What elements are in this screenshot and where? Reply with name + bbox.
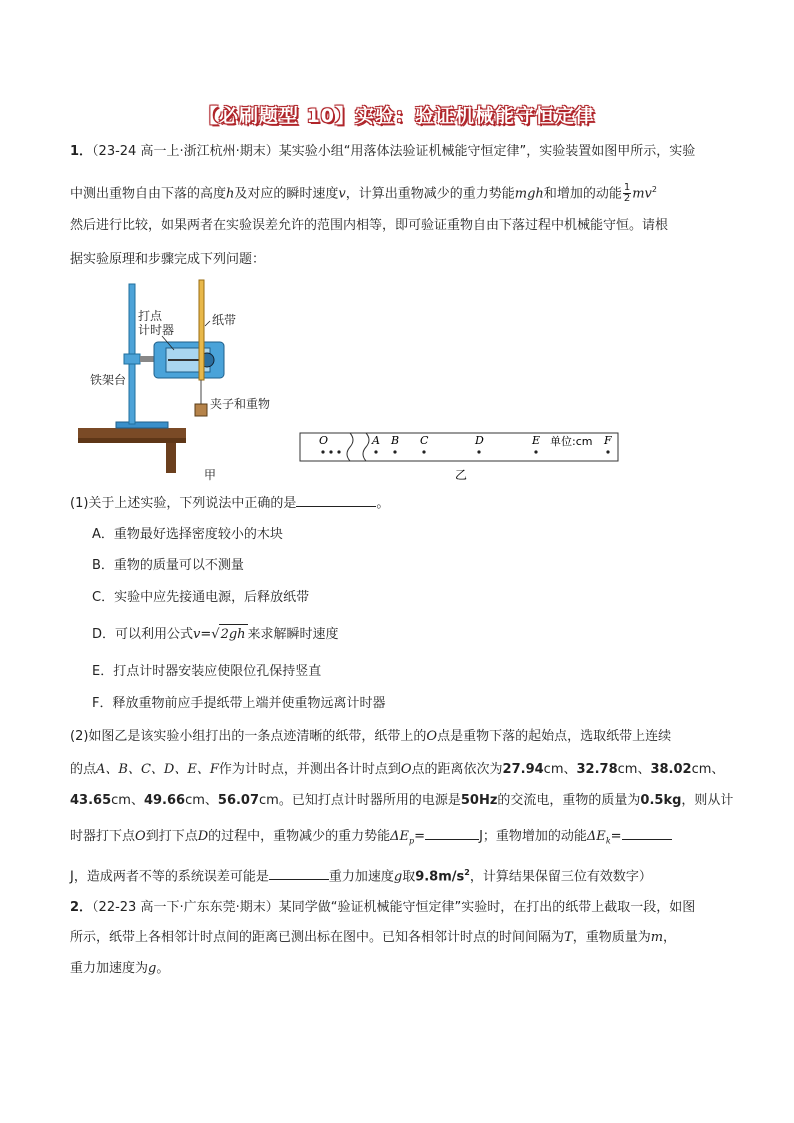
sub2-text: 取 — [402, 869, 416, 885]
table-leg — [166, 443, 176, 473]
dist-B: 32.78 — [576, 762, 618, 777]
label-fig-b: 乙 — [455, 468, 468, 482]
q2-line-2 — [70, 928, 730, 948]
sub1-suffix: 。 — [376, 496, 390, 511]
pt-A: A — [372, 434, 380, 447]
label-weight: 夹子和重物 — [210, 397, 271, 411]
clamp-arm — [140, 356, 154, 362]
q2-source: （22-23 高一下·广东东莞·期末） — [92, 900, 279, 915]
label-timer-1: 打点 — [138, 309, 163, 323]
sub2-text: J；重物增加的动能 — [479, 829, 587, 844]
q1-text: 和增加的动能 — [543, 186, 622, 202]
var-h: h — [226, 186, 235, 202]
pt-C: C — [420, 434, 429, 447]
option-C: C．实验中应先接通电源，后释放纸带 — [92, 590, 310, 605]
label-fig-a: 甲 — [204, 468, 217, 482]
dot-B — [393, 450, 396, 453]
dot-A — [374, 450, 377, 453]
sub2-text: 点是重物下落的起始点，选取纸带上连续 — [437, 729, 672, 744]
tape-figure — [300, 433, 618, 482]
option-D — [92, 624, 339, 645]
q1-line1-text: 某实验小组“用落体法验证机械能守恒定律”，实验装置如图甲所示，实验 — [278, 144, 696, 159]
delta-Ek: ΔE — [586, 829, 606, 844]
equals: = — [200, 627, 212, 642]
subscript-k: k — [605, 836, 611, 846]
dot-C — [422, 450, 425, 453]
sub2-text: 点的距离依次为 — [411, 762, 503, 777]
q1-text: 及对应的瞬时速度 — [234, 186, 339, 202]
superscript-2: 2 — [651, 185, 657, 194]
option-A: A．重物最好选择密度较小的木块 — [92, 527, 283, 542]
option-D-text: 来求解瞬时速度 — [247, 627, 339, 642]
unit-cm: cm — [617, 762, 638, 777]
option-F: F．释放重物前应手提纸带上端并使重物远离计时器 — [92, 696, 386, 711]
var-v: v — [338, 186, 346, 202]
pt-D: D — [475, 434, 484, 447]
frac-num: 1 — [623, 182, 631, 194]
sub2-line-4 — [70, 825, 730, 852]
var-O: O — [400, 762, 412, 777]
answer-blank-ep[interactable] — [425, 825, 479, 840]
var-mv: mv — [632, 186, 652, 202]
pt-B: B — [391, 434, 400, 447]
answer-blank-1[interactable] — [296, 492, 376, 507]
q1-line-1 — [70, 142, 730, 162]
pt-O: O — [319, 434, 329, 447]
table-edge — [78, 438, 186, 443]
var-mgh: mgh — [514, 186, 544, 202]
sub1-prompt — [70, 492, 730, 514]
sub2-text: ，则从计 — [681, 793, 734, 808]
sub2-text: 的过程中，重物减少的重力势能 — [208, 829, 391, 844]
pt-E: E — [532, 434, 541, 447]
q1-line-4: 据实验原理和步骤完成下列问题： — [70, 252, 266, 267]
q2-text: 。 — [156, 961, 170, 976]
delta-Ep: ΔE — [390, 829, 410, 844]
dot-E — [534, 450, 537, 453]
q1-line-3: 然后进行比较，如果两者在实验误差允许的范围内相等，即可验证重物自由下落过程中机械能守恒。请根 — [70, 218, 669, 233]
sub2-line-1 — [70, 727, 730, 747]
points-list: A、B、C、D、E、F — [96, 762, 219, 777]
var-m: m — [650, 930, 664, 945]
mass-value: 0.5kg — [640, 793, 682, 808]
sub2-text: ，计算结果保留三位有效数字） — [469, 869, 652, 885]
experiment-diagram — [74, 276, 634, 486]
sqrt-content: 2gh — [219, 624, 248, 645]
q1-source: （23-24 高一上·浙江杭州·期末） — [92, 144, 279, 159]
sub2-text: 时器打下点 — [70, 829, 136, 844]
label-stand: 铁架台 — [90, 373, 127, 387]
option-D-text: D．可以利用公式 — [92, 627, 194, 642]
var-g: g — [148, 961, 157, 976]
g-value: 9.8m/s — [415, 869, 465, 885]
var-O: O — [426, 729, 438, 744]
var-D: D — [197, 829, 209, 844]
option-E: E．打点计时器安装应使限位孔保持竖直 — [92, 664, 322, 679]
answer-blank-ek[interactable] — [622, 825, 672, 840]
label-tape: 纸带 — [212, 313, 237, 327]
var-g: g — [393, 869, 403, 885]
q2-text: ， — [663, 930, 677, 945]
var-O: O — [135, 829, 146, 844]
q1-text: ，计算出重物减少的重力势能 — [345, 186, 515, 202]
equals: = — [414, 829, 426, 844]
dot — [337, 450, 340, 453]
q1-number: 1． — [70, 144, 93, 159]
pt-F: F — [604, 434, 612, 447]
dist-C: 38.02 — [650, 762, 692, 777]
dist-F: 56.07 — [217, 793, 260, 808]
paper-tape — [199, 280, 204, 380]
dist-E: 49.66 — [143, 793, 186, 808]
sub2-text: 到打下点 — [145, 829, 198, 844]
q2-text: 重力加速度为 — [70, 961, 149, 976]
sub2-text: 。已知打点计时器所用的电源是 — [278, 793, 461, 808]
sub2-text: (2)如图乙是该实验小组打出的一条点迹清晰的纸带，纸带上的 — [70, 729, 427, 744]
subscript-p: p — [409, 836, 415, 846]
q2-number: 2． — [70, 900, 93, 915]
dot-F — [606, 450, 609, 453]
stand-clamp — [124, 354, 140, 364]
sub2-text: J，造成两者不等的系统误差可能是 — [70, 869, 269, 885]
tape-unit: 单位:cm — [550, 435, 593, 448]
q2-line-3 — [70, 959, 730, 979]
fraction-half — [623, 183, 631, 204]
sqrt-sign: √ — [211, 627, 220, 642]
sub2-text: 的交流电，重物的质量为 — [497, 793, 641, 808]
label-timer-2: 计时器 — [138, 323, 175, 337]
frequency: 50Hz — [460, 793, 498, 808]
unit-cm: cm — [185, 793, 205, 808]
sub2-text: 重力加速度 — [328, 869, 394, 885]
sub1-text: (1)关于上述实验，下列说法中正确的是 — [70, 496, 297, 511]
var-T: T — [564, 930, 573, 945]
q1-text: 中测出重物自由下落的高度 — [70, 186, 227, 202]
unit-cm: cm — [691, 762, 712, 777]
stand-base — [116, 422, 168, 428]
sub2-line-2: 的点A、B、C、D、E、F作为计时点，并测出各计时点到O点的距离依次为27.94cm、32.78cm、38.02cm、 — [70, 762, 725, 777]
option-B: B．重物的质量可以不测量 — [92, 558, 244, 573]
equals: = — [610, 829, 622, 844]
q2-text: 所示，纸带上各相邻计时点间的距离已测出标在图中。已知各相邻计时点的时间间隔为 — [70, 930, 565, 945]
dist-A: 27.94 — [502, 762, 544, 777]
q2-text: 某同学做“验证机械能守恒定律”实验时，在打出的纸带上截取一段，如图 — [278, 900, 696, 915]
q1-line-2 — [70, 180, 730, 204]
q2-line-1 — [70, 898, 730, 918]
weight-block — [195, 404, 207, 416]
dist-D: 43.65 — [70, 793, 112, 808]
sub2-text: 的点 — [70, 762, 97, 777]
unit-cm: cm — [259, 793, 279, 808]
dot — [329, 450, 332, 453]
unit-cm: cm — [543, 762, 564, 777]
leader-tape — [205, 321, 210, 326]
dot — [321, 450, 324, 453]
superscript-2: 2 — [464, 868, 470, 877]
var-v: v — [193, 627, 201, 642]
sub2-text: 作为计时点，并测出各计时点到 — [218, 762, 401, 777]
page-title: 【必刷题型 10】实验：验证机械能守恒定律 — [198, 105, 596, 127]
unit-cm: cm — [111, 793, 131, 808]
sub2-line-5 — [70, 863, 730, 887]
q2-text: ，重物质量为 — [572, 930, 651, 945]
dot-D — [477, 450, 480, 453]
answer-blank-error[interactable] — [269, 865, 329, 880]
table-top — [78, 428, 186, 438]
sub2-line-3: 43.65cm、49.66cm、56.07cm。已知打点计时器所用的电源是50Hz的交流电，重物的质量为0.5kg，则从计 — [70, 793, 734, 808]
frac-den: 2 — [623, 193, 631, 205]
